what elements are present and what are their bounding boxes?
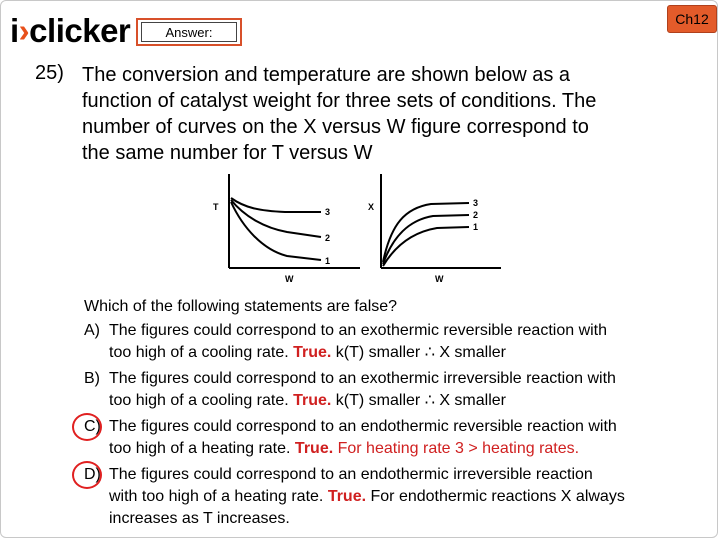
t-plot-x-label: W [285, 274, 294, 284]
x-plot-x-label: W [435, 274, 444, 284]
option-d-explanation: For endothermic reactions X always [366, 488, 625, 505]
answer-box [136, 18, 242, 46]
option-a-verdict: True. [293, 344, 332, 361]
option-c-explanation: For heating rate 3 > heating rates. [333, 440, 580, 457]
option-a-letter: A) [84, 322, 100, 339]
option-b-explanation: k(T) smaller ∴ X smaller [331, 392, 506, 409]
option-a [84, 320, 704, 364]
option-c-line2-start: too high of a heating rate. [109, 440, 295, 457]
prompt-text: Which of the following statements are false? [84, 298, 398, 315]
option-d-line2 [109, 486, 704, 508]
t-versus-w-plot [213, 174, 360, 284]
x-plot-y-label: X [368, 202, 375, 212]
figures [205, 172, 515, 292]
option-a-line1: The figures could correspond to an exothermic reversible reaction with [109, 322, 608, 339]
x-curve-label-3: 3 [473, 198, 479, 208]
x-curve-3 [383, 203, 469, 262]
figures-svg [205, 172, 515, 292]
option-c [84, 416, 704, 460]
answer-label: Answer: [141, 22, 237, 42]
question-line-4: the same number for T versus W [82, 142, 373, 164]
t-curve-label-1: 1 [325, 256, 331, 266]
logo-suffix: clicker [29, 12, 131, 49]
logo-dot: › [18, 12, 30, 49]
x-curve-2 [383, 215, 469, 264]
option-c-verdict: True. [294, 440, 334, 457]
t-curve-3 [231, 198, 321, 212]
question-line-2: function of catalyst weight for three sets of conditions. The [82, 90, 597, 112]
option-b [84, 368, 704, 412]
question-text [82, 62, 682, 166]
x-curve-1 [383, 227, 469, 266]
option-b-line2 [109, 390, 704, 412]
chapter-badge: Ch12 [667, 5, 717, 33]
option-a-line2-start: too high of a cooling rate. [109, 344, 294, 361]
option-b-line2-start: too high of a cooling rate. [109, 392, 294, 409]
option-b-verdict: True. [293, 392, 332, 409]
option-d-letter: D) [84, 466, 101, 483]
option-d-line1: The figures could correspond to an endothermic irreversible reaction [109, 466, 593, 483]
x-versus-w-plot [368, 174, 501, 284]
option-d-answer-circle [72, 461, 102, 489]
option-d-line3: increases as T increases. [109, 510, 290, 527]
iclicker-logo [10, 10, 130, 52]
option-d [84, 464, 704, 530]
x-curve-label-2: 2 [473, 210, 479, 220]
question-line-3: number of curves on the X versus W figure correspond to [82, 116, 589, 138]
option-a-line2 [109, 342, 704, 364]
t-plot-y-label: T [213, 202, 219, 212]
option-d-verdict: True. [327, 488, 367, 505]
option-c-letter: C) [84, 418, 101, 435]
t-curve-label-3: 3 [325, 207, 331, 217]
t-curve-label-2: 2 [325, 233, 331, 243]
option-a-explanation: k(T) smaller ∴ X smaller [331, 344, 506, 361]
option-c-line2 [109, 438, 704, 460]
logo-prefix: i [10, 12, 19, 49]
option-b-letter: B) [84, 370, 100, 387]
question-number: 25) [35, 62, 64, 84]
option-d-line2-start: with too high of a heating rate. [109, 488, 328, 505]
option-c-line1: The figures could correspond to an endothermic reversible reaction with [109, 418, 617, 435]
option-c-answer-circle [72, 413, 102, 441]
option-b-line1: The figures could correspond to an exothermic irreversible reaction with [109, 370, 616, 387]
question-line-1: The conversion and temperature are shown below as a [82, 64, 571, 86]
x-curve-label-1: 1 [473, 222, 479, 232]
